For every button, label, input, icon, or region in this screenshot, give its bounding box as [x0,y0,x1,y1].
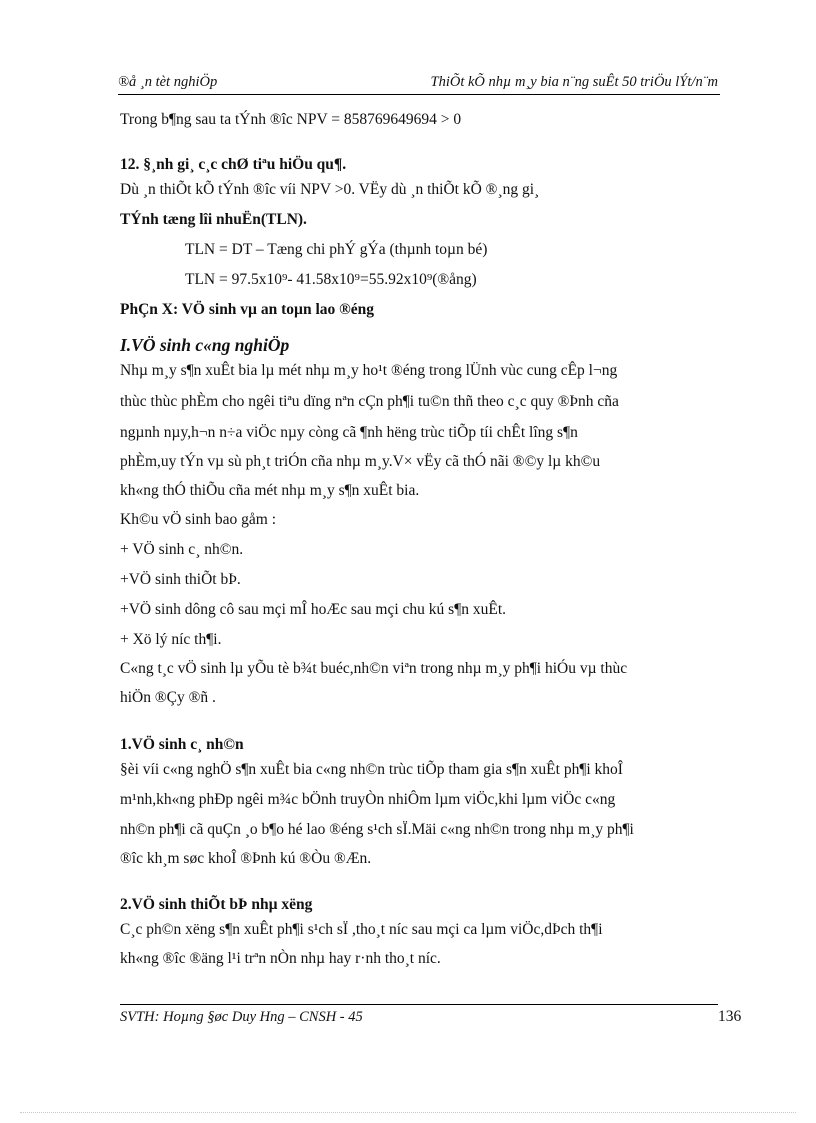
list-item: +VÖ sinh thiÕt bÞ. [120,571,241,588]
paragraph-line: ®îc kh¸m søc khoÎ ®Þnh kú ®Òu ®Æn. [120,850,372,867]
paragraph-line: C¸c ph©n xëng s¶n xuÊt ph¶i s¹ch sÏ ,tho¸t níc sau mçi ca lµm viÖc,dÞch th¶i [120,921,603,938]
section-12-heading: 12. §¸nh gi¸ c¸c chØ tiªu hiÖu qu¶. [120,156,347,173]
paragraph-line: kh«ng ®îc ®äng l¹i trªn nÒn nhµ hay r·nh tho¸t níc. [120,950,441,967]
formula-line: TLN = 97.5x10⁹- 41.58x10⁹=55.92x10⁹(®ång) [185,271,477,288]
footer-rule [120,1004,718,1005]
page-header [118,72,720,95]
paragraph-line: thùc thùc phÈm cho ngêi tiªu dïng nªn cÇn ph¶i tu©n thñ theo c¸c quy ®Þnh cña [120,393,619,410]
paragraph-line: §èi víi c«ng nghÖ s¶n xuÊt bia c«ng nh©n trùc tiÕp tham gia s¶n xuÊt ph¶i khoÎ [120,761,623,778]
footer-author: SVTH: Hoµng §øc Duy Hng – CNSH - 45 [120,1009,363,1025]
paragraph-line: C«ng t¸c vÖ sinh lµ yÕu tè b¾t buéc,nh©n viªn trong nhµ m¸y ph¶i hiÓu vµ thùc [120,660,628,677]
header-left: ®å ¸n tèt nghiÖp [118,74,218,90]
list-item: + VÖ sinh c¸ nh©n. [120,541,244,558]
list-item: + Xö lý níc th¶i. [120,631,222,648]
page-bottom-border [20,1112,796,1113]
paragraph-line: hiÖn ®Çy ®ñ . [120,689,216,706]
formula-line: TLN = DT – Tæng chi phÝ gÝa (thµnh toµn bé) [185,241,488,258]
list-item: +VÖ sinh dông cô sau mçi mÎ hoÆc sau mçi chu kú s¶n xuÊt. [120,601,506,618]
subsection-2-heading: 2.VÖ sinh thiÕt bÞ nhµ xëng [120,896,313,913]
part-x-heading: PhÇn X: VÖ sinh vµ an toµn lao ®éng [120,301,374,318]
paragraph-line: m¹nh,kh«ng phÐp ngêi m¾c bÖnh truyÒn nhiÔm lµm viÖc,khi lµm viÖc c«ng [120,791,616,808]
section-i-heading: I.VÖ sinh c«ng nghiÖp [120,335,290,355]
profit-heading: TÝnh tæng lîi nhuËn(TLN). [120,211,307,228]
paragraph-line: Kh©u vÖ sinh bao gåm : [120,511,276,528]
npv-sentence: Trong b¶ng sau ta tÝnh ®îc NPV = 858769649694 > 0 [120,111,462,128]
paragraph-line: nh©n ph¶i cã quÇn ¸o b¶o hé lao ®éng s¹ch sÏ.Mäi c«ng nh©n trong nhµ m¸y ph¶i [120,821,634,838]
paragraph-line: ngµnh nµy,h¬n n÷a viÖc nµy còng cã ¶nh hëng trùc tiÕp tíi chÊt lîng s¶n [120,424,578,441]
subsection-1-heading: 1.VÖ sinh c¸ nh©n [120,736,244,753]
paragraph-line: phÈm,uy tÝn vµ sù ph¸t triÓn cña nhµ m¸y.V× vËy cã thÓ nãi ®©y lµ kh©u [120,453,601,470]
paragraph-line: Nhµ m¸y s¶n xuÊt bia lµ mét nhµ m¸y ho¹t ®éng trong lÜnh vùc cung cÊp l¬ng [120,362,618,379]
paragraph-line: kh«ng thÓ thiÕu cña mét nhµ m¸y s¶n xuÊt bia. [120,482,420,499]
paragraph-line: Dù ¸n thiÕt kÕ tÝnh ®îc víi NPV >0. VËy dù ¸n thiÕt kÕ ®¸ng gi¸ [120,181,540,198]
page-number: 136 [718,1008,742,1025]
header-right: ThiÕt kÕ nhµ m¸y bia n¨ng suÊt 50 triÖu lÝt/n¨m [430,74,718,90]
